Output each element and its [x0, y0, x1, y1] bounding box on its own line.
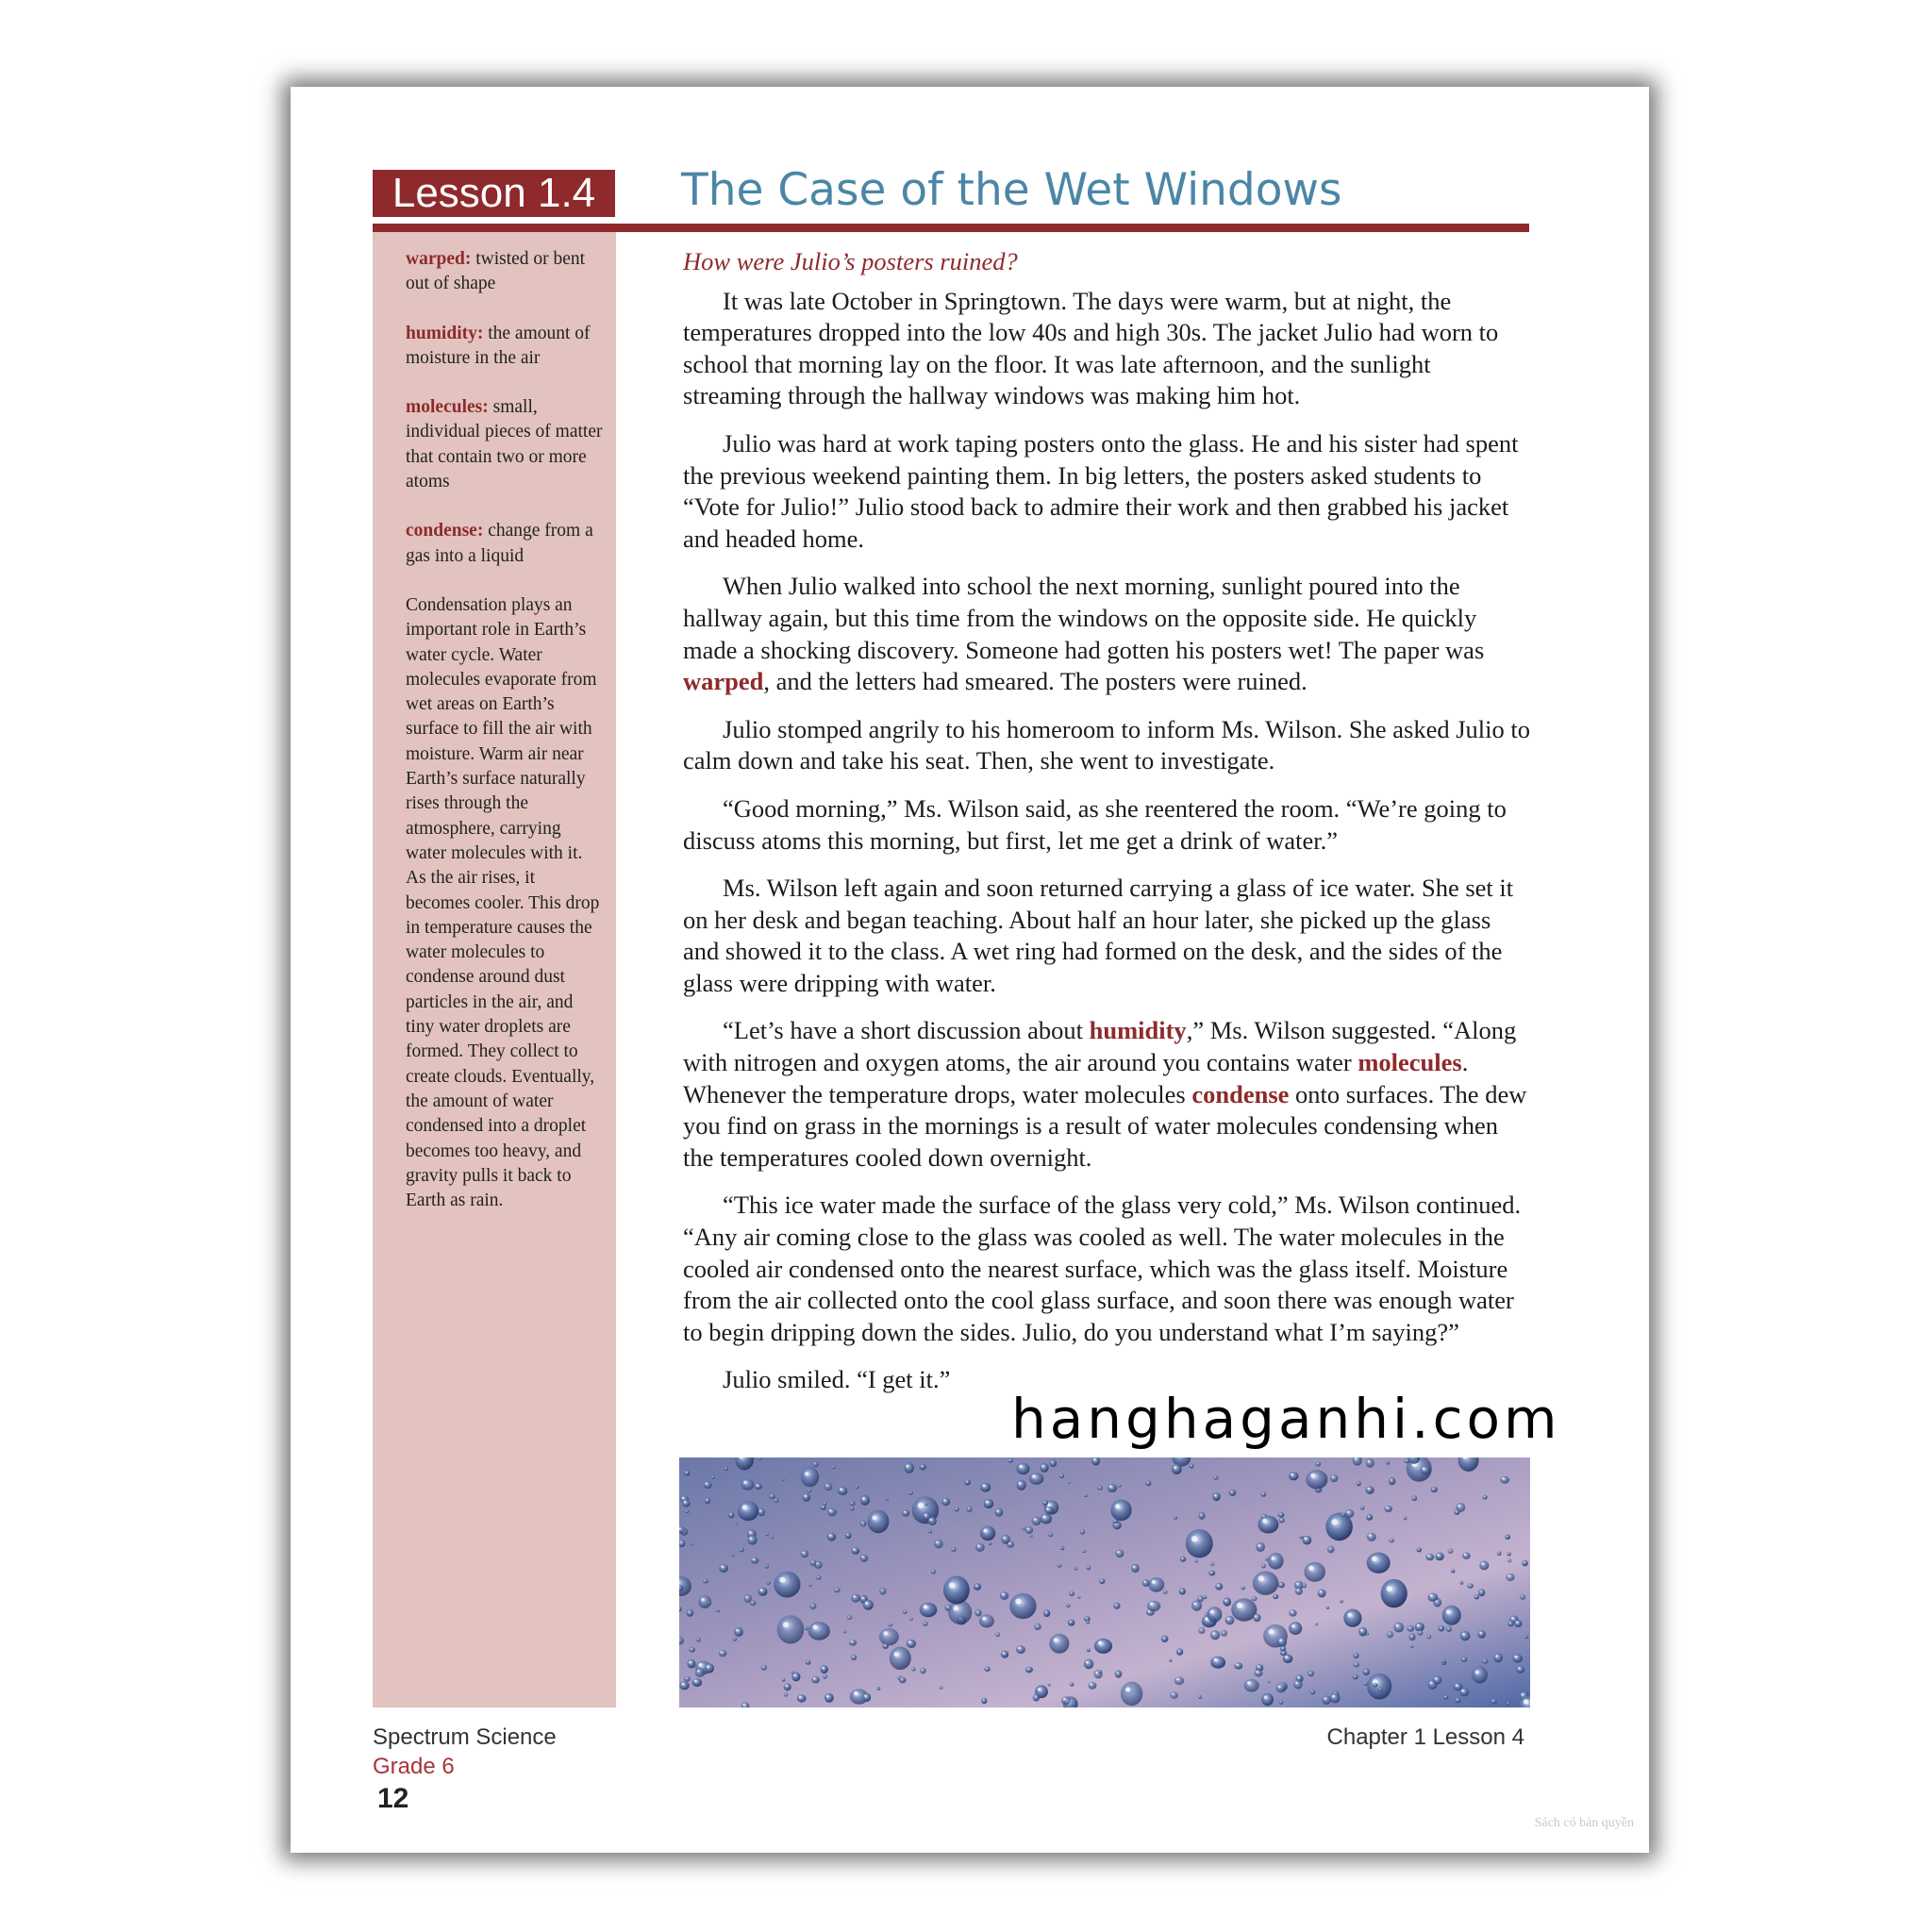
glossary-entry: [406, 247, 604, 297]
title-rule: [373, 224, 1529, 232]
glossary-term: humidity:: [406, 323, 484, 343]
sidebar-note: Condensation plays an important role in Earth’s water cycle. Water molecules evaporate from wet areas on Earth’s surface to fill the air with moisture. Warm air near Earth’s surface naturally rises through the atmosphere, carrying water molecules with it. As the air rises, it becomes cooler. This drop in temperature causes the water molecules to condense around dust particles in the air, and tiny water droplets are formed. They collect to create clouds. Eventually, the amount of water condensed into a droplet becomes too heavy, and gravity pulls it back to Earth as rain.: [406, 594, 600, 1211]
story-paragraph: “This ice water made the surface of the glass very cold,” Ms. Wilson continued. “Any air coming close to the glass was cooled as well. The water molecules in the cooled air condensed onto the nearest surface, which was the glass itself. Moisture from the air collected onto the cool glass surface, and soon there was enough water to begin dripping down the sides. Julio, do you understand what I’m saying?”: [683, 1191, 1522, 1346]
text-run: onto surfaces. The dew you find on grass in the mornings is a result of water molecules condensing when the temperatures cooled down overnight.: [683, 1079, 1527, 1172]
text-run: “Let’s have a short discussion about: [723, 1016, 1090, 1045]
glossary-definition: twisted or bent out of shape: [406, 249, 586, 294]
page-title: The Case of the Wet Windows: [681, 164, 1342, 216]
text-run: ,” Ms. Wilson suggested. “Along with nitrogen and oxygen atoms, the air around you contains water: [683, 1016, 1517, 1077]
lesson-badge: Lesson 1.4: [373, 170, 615, 217]
glossary-entry: [406, 322, 604, 372]
glossary-term: condense:: [406, 521, 484, 541]
footer-chapter: Chapter 1 Lesson 4: [1326, 1724, 1524, 1750]
glossary-definition: the amount of moisture in the air: [406, 323, 591, 368]
story-paragraph: [683, 1015, 1532, 1174]
watermark: hanghaganhi.com: [1011, 1387, 1561, 1451]
glossary-term: molecules:: [406, 397, 489, 418]
copyright-note: Sách có bản quyền: [1534, 1816, 1634, 1830]
story-paragraph: “Good morning,” Ms. Wilson said, as she reentered the room. “We’re going to discuss atoms this morning, but first, let me get a drink of water.”: [683, 793, 1507, 855]
glossary-term: warped:: [406, 249, 472, 269]
vocab-keyword: warped: [683, 667, 764, 696]
water-droplets-image: [679, 1457, 1530, 1707]
story-text: [683, 246, 1532, 1412]
footer-grade: Grade 6: [373, 1754, 455, 1779]
story-paragraph: Ms. Wilson left again and soon returned carrying a glass of ice water. She set it on her desk and began teaching. About half an hour later, she picked up the glass and showed it to the class. A wet ring had formed on the desk, and the sides of the glass were dripping with water.: [683, 874, 1514, 997]
story-paragraph: [683, 571, 1532, 697]
glossary-sidebar-content: [406, 247, 604, 1213]
story-paragraph: Julio stomped angrily to his homeroom to inform Ms. Wilson. She asked Julio to calm down and take his seat. Then, she went to investigate.: [683, 714, 1530, 775]
story-paragraph: Julio was hard at work taping posters onto the glass. He and his sister had spent the previous weekend painting them. In big letters, the posters asked students to “Vote for Julio!” Julio stood back to admire their work and then grabbed his jacket and headed home.: [683, 428, 1519, 553]
story-paragraph: Julio smiled. “I get it.”: [723, 1365, 951, 1394]
story-paragraph: It was late October in Springtown. The days were warm, but at night, the temperatures dropped into the low 40s and high 30s. The jacket Julio had worn to school that morning lay on the floor. It was late afternoon, and the sunlight streaming through the hallway windows was making him hot.: [683, 286, 1499, 410]
glossary-entry: [406, 519, 604, 569]
page-number: 12: [377, 1783, 409, 1814]
glossary-definition: change from a gas into a liquid: [406, 521, 593, 566]
guiding-question: How were Julio’s posters ruined?: [683, 247, 1018, 275]
glossary-definition: small, individual pieces of matter that contain two or more atoms: [406, 397, 603, 492]
text-run: . Whenever the temperature drops, water molecules: [683, 1048, 1469, 1108]
text-run: When Julio walked into school the next morning, sunlight poured into the hallway again, but this time from the windows on the opposite side. He quickly made a shocking discovery. Someone had gotten his posters wet! The paper was: [683, 572, 1485, 664]
glossary-entry: [406, 395, 604, 494]
footer-series: Spectrum Science: [373, 1724, 557, 1750]
text-run: , and the letters had smeared. The posters were ruined.: [763, 667, 1307, 696]
water-droplets-photo: [679, 1457, 1530, 1707]
vocab-keyword: condense: [1191, 1079, 1290, 1108]
vocab-keyword: molecules: [1357, 1048, 1462, 1077]
vocab-keyword: humidity: [1089, 1016, 1187, 1045]
